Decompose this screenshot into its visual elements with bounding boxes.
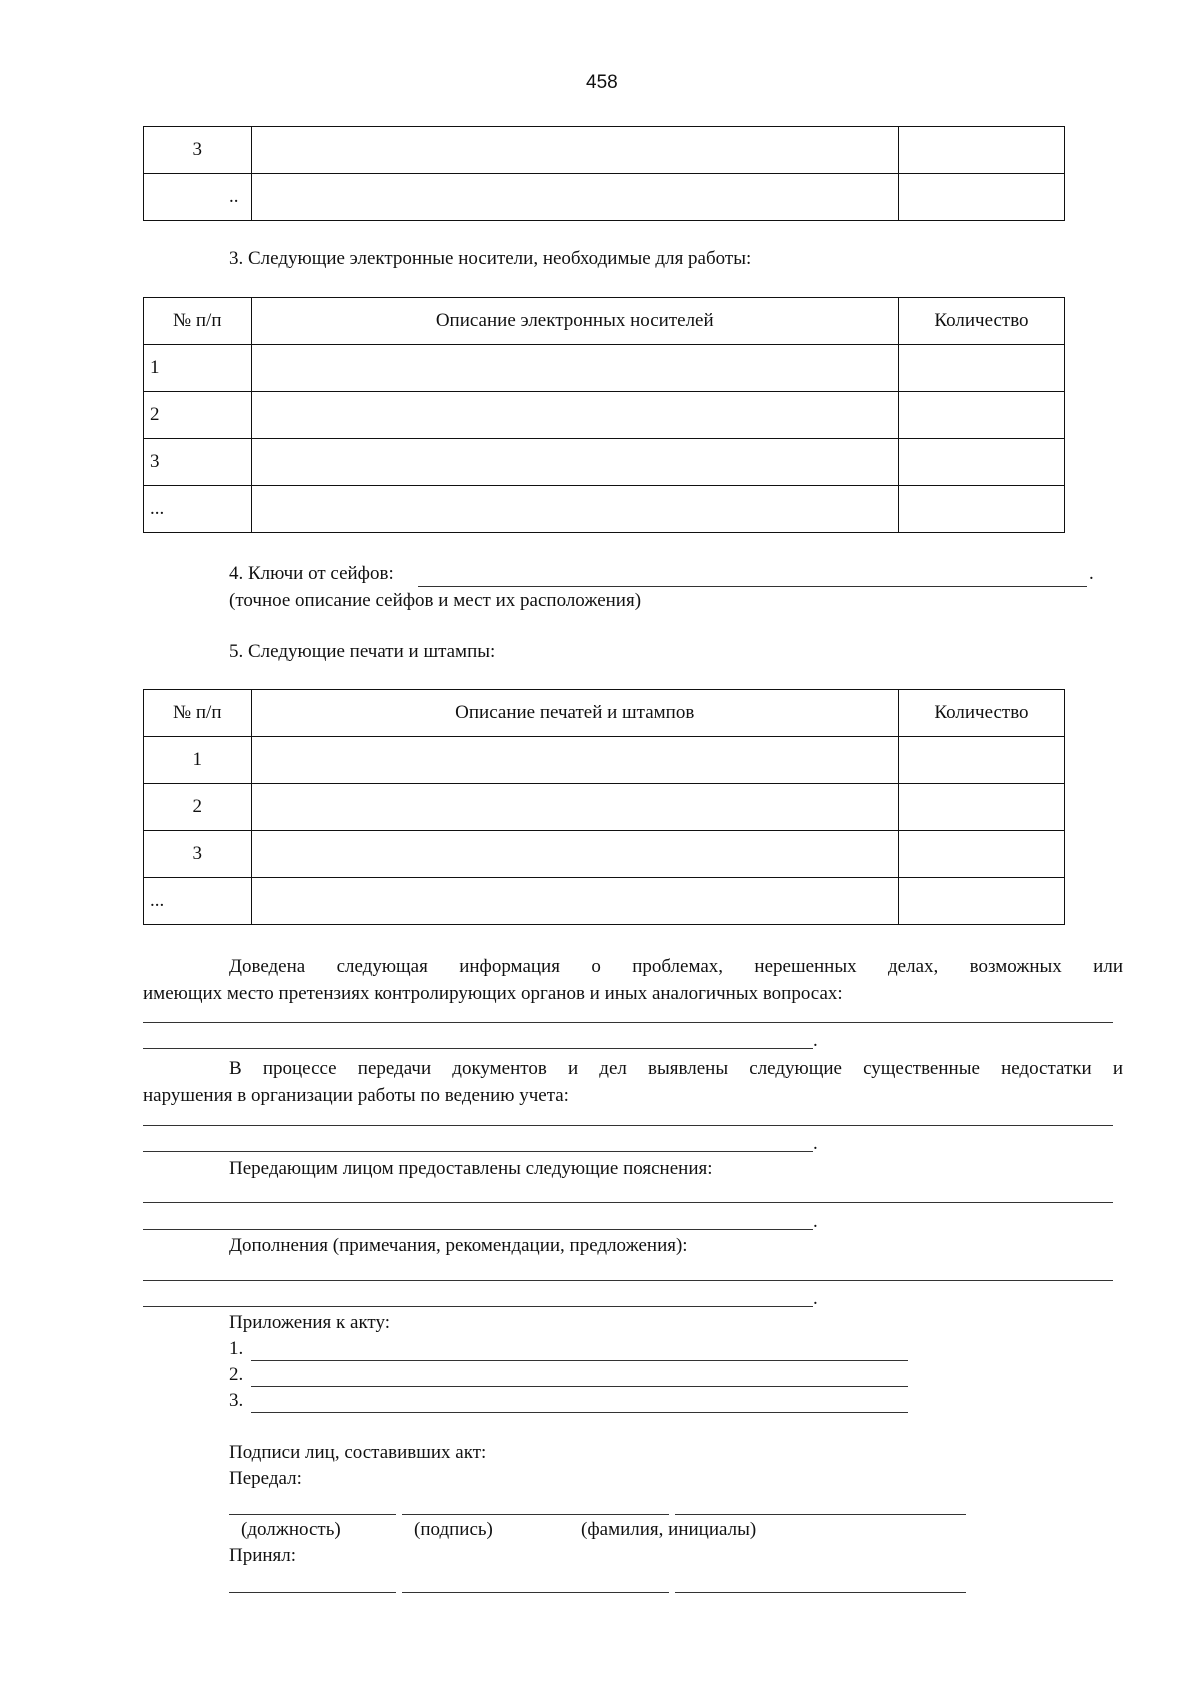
header-desc: Описание печатей и штампов [251, 690, 898, 737]
cell-num: 3 [144, 439, 252, 486]
defects-answer-line-2[interactable] [143, 1151, 813, 1152]
table-row [144, 831, 1065, 878]
page-number: 458 [586, 72, 618, 93]
table-row [144, 345, 1065, 392]
cell-qty[interactable] [898, 345, 1064, 392]
line-end: . [813, 1211, 818, 1232]
table-header-row [144, 690, 1065, 737]
info-line-1: Доведена следующая информация о проблемах, нерешенных делах, возможных или [229, 956, 1123, 977]
seals-table [143, 689, 1065, 925]
line-end: . [813, 1288, 818, 1309]
defects-line-2: нарушения в организации работы по ведению учета: [143, 1085, 569, 1106]
cell-desc[interactable] [251, 784, 898, 831]
cell-desc[interactable] [251, 831, 898, 878]
attachment-line-2[interactable] [251, 1386, 908, 1387]
top-table [143, 126, 1065, 221]
line-end: . [813, 1133, 818, 1154]
section5-heading: 5. Следующие печати и штампы: [229, 641, 496, 662]
table-row [144, 127, 1065, 174]
safe-keys-line[interactable] [418, 586, 1087, 587]
defects-paragraph [143, 1055, 1123, 1109]
attachment-item-1: 1. [229, 1338, 244, 1359]
header-desc: Описание электронных носителей [251, 298, 898, 345]
cell-num: 1 [144, 737, 252, 784]
info-answer-line-2[interactable] [143, 1048, 813, 1049]
attachments-label: Приложения к акту: [229, 1312, 391, 1333]
caption-signature: (подпись) [414, 1519, 493, 1540]
transferred-label: Передал: [229, 1468, 302, 1489]
cell-qty[interactable] [898, 737, 1064, 784]
cell-desc[interactable] [251, 127, 898, 174]
cell-desc[interactable] [251, 392, 898, 439]
cell-desc[interactable] [251, 174, 898, 221]
safe-keys-note: (точное описание сейфов и мест их расположения) [229, 590, 642, 611]
attachment-line-1[interactable] [251, 1360, 908, 1361]
explanations-line-1[interactable] [143, 1202, 1113, 1203]
received-label: Принял: [229, 1545, 297, 1566]
cell-qty[interactable] [898, 784, 1064, 831]
table-row [144, 486, 1065, 533]
cell-num: ... [144, 486, 252, 533]
signatures-label: Подписи лиц, составивших акт: [229, 1442, 487, 1463]
additions-line-1[interactable] [143, 1280, 1113, 1281]
additions-line-2[interactable] [143, 1306, 813, 1307]
transferred-name-line[interactable] [675, 1514, 966, 1515]
cell-num: 3 [144, 831, 252, 878]
cell-num: .. [144, 174, 252, 221]
caption-position: (должность) [241, 1519, 341, 1540]
safe-keys-label: 4. Ключи от сейфов: [229, 563, 394, 584]
cell-desc[interactable] [251, 737, 898, 784]
attachment-item-2: 2. [229, 1364, 244, 1385]
table-row [144, 439, 1065, 486]
received-position-line[interactable] [229, 1592, 396, 1593]
received-name-line[interactable] [675, 1592, 966, 1593]
table-row [144, 878, 1065, 925]
info-paragraph [143, 953, 1123, 1007]
cell-desc[interactable] [251, 878, 898, 925]
explanations-line-2[interactable] [143, 1229, 813, 1230]
table-row [144, 392, 1065, 439]
defects-line-1: В процессе передачи документов и дел выявлены следующие существенные недостатки и [229, 1058, 1123, 1079]
attachment-line-3[interactable] [251, 1412, 908, 1413]
cell-desc[interactable] [251, 439, 898, 486]
info-line-2: имеющих место претензиях контролирующих органов и иных аналогичных вопросах: [143, 983, 843, 1004]
explanations-label: Передающим лицом предоставлены следующие пояснения: [229, 1158, 713, 1179]
header-qty: Количество [898, 298, 1064, 345]
header-num: № п/п [144, 690, 252, 737]
table-row [144, 784, 1065, 831]
info-answer-line-1[interactable] [143, 1022, 1113, 1023]
cell-desc[interactable] [251, 486, 898, 533]
header-num: № п/п [144, 298, 252, 345]
cell-desc[interactable] [251, 345, 898, 392]
transferred-position-line[interactable] [229, 1514, 396, 1515]
cell-num: 1 [144, 345, 252, 392]
header-qty: Количество [898, 690, 1064, 737]
cell-num: ... [144, 878, 252, 925]
table-header-row [144, 298, 1065, 345]
table-row [144, 174, 1065, 221]
received-signature-line[interactable] [402, 1592, 669, 1593]
cell-num: 2 [144, 392, 252, 439]
cell-qty[interactable] [898, 486, 1064, 533]
cell-num: 2 [144, 784, 252, 831]
line-end: . [813, 1030, 818, 1051]
additions-label: Дополнения (примечания, рекомендации, предложения): [229, 1235, 688, 1256]
attachment-item-3: 3. [229, 1390, 244, 1411]
cell-qty[interactable] [898, 831, 1064, 878]
defects-answer-line-1[interactable] [143, 1125, 1113, 1126]
line-end: . [1089, 563, 1094, 584]
table-row [144, 737, 1065, 784]
cell-qty[interactable] [898, 439, 1064, 486]
cell-qty[interactable] [898, 392, 1064, 439]
section3-heading: 3. Следующие электронные носители, необходимые для работы: [229, 248, 752, 269]
electronic-media-table [143, 297, 1065, 533]
cell-qty[interactable] [898, 878, 1064, 925]
cell-num: 3 [144, 127, 252, 174]
cell-qty[interactable] [898, 174, 1064, 221]
cell-qty[interactable] [898, 127, 1064, 174]
caption-name: (фамилия, инициалы) [581, 1519, 757, 1540]
transferred-signature-line[interactable] [402, 1514, 669, 1515]
